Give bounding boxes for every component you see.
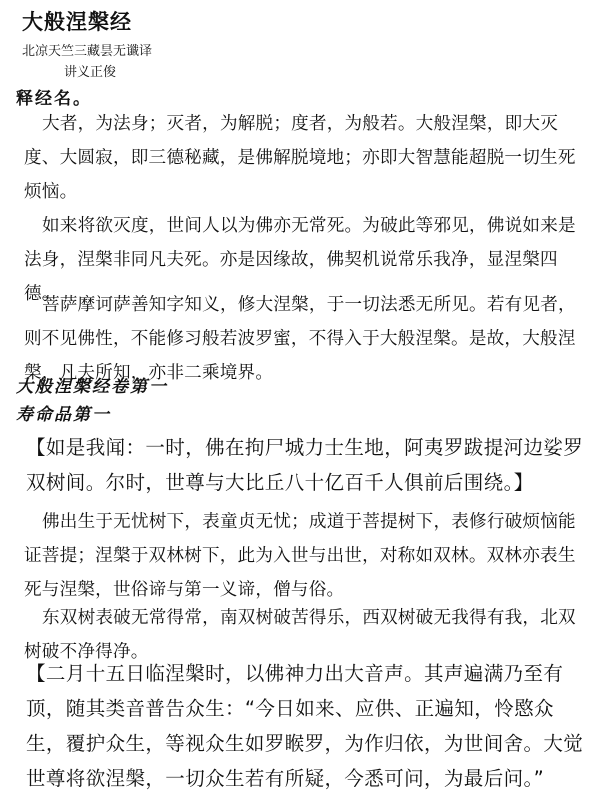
sutra-quote-1: 【如是我闻：一时，佛在拘尸城力士生地，阿夷罗跋提河边娑罗双树间。尔时，世尊与大比丘八十亿百千人俱前后围绕。】 (26, 436, 584, 494)
paragraph-4: 佛出生于无忧树下，表童贞无忧；成道于菩提树下，表修行破烦恼能证菩提；涅槃于双林树下，此为入世与出世，对称如双林。双林亦表生死与涅槃，世俗谛与第一义谛，僧与俗。 (24, 512, 576, 600)
paragraph-1: 大者，为法身；灭者，为解脱；度者，为般若。大般涅槃，即大灭度、大圆寂，即三德秘藏，是佛解脱境地；亦即大智慧能超脱一切生死烦恼。 (24, 114, 576, 202)
sutra-quote-2: 【二月十五日临涅槃时，以佛神力出大音声。其声遍满乃至有顶，随其类音普告众生：“今日如来、应供、正遍知，怜愍众生，覆护众生，等视众生如罗睺罗，为作归依，为世间舍。大觉世尊将欲涅槃，一切众生若有所疑，今悉可问，为最后问。” (26, 662, 584, 790)
lecturer-line: 讲义正俊 (64, 65, 117, 80)
chapter-heading: 寿命品第一 (16, 405, 111, 425)
section-heading-sutra-name: 释经名。 (16, 89, 92, 109)
paragraph-3: 菩萨摩诃萨善知字知义，修大涅槃，于一切法悉无所见。若有见者，则不见佛性，不能修习般若波罗蜜，不得入于大般涅槃。是故，大般涅槃，凡夫所知，亦非二乘境界。 (24, 295, 576, 383)
translator-line: 北凉天竺三藏昙无谶译 (22, 44, 153, 59)
paragraph-2: 如来将欲灭度，世间人以为佛亦无常死。为破此等邪见，佛说如来是法身，涅槃非同凡夫死。亦是因缘故，佛契机说常乐我净，显涅槃四德。 (24, 216, 576, 304)
volume-heading: 大般涅槃经卷第一 (16, 377, 168, 397)
document-title: 大般涅槃经 (22, 10, 132, 34)
paragraph-5: 东双树表破无常得常，南双树破苦得乐，西双树破无我得有我，北双树破不净得净。 (24, 608, 576, 662)
